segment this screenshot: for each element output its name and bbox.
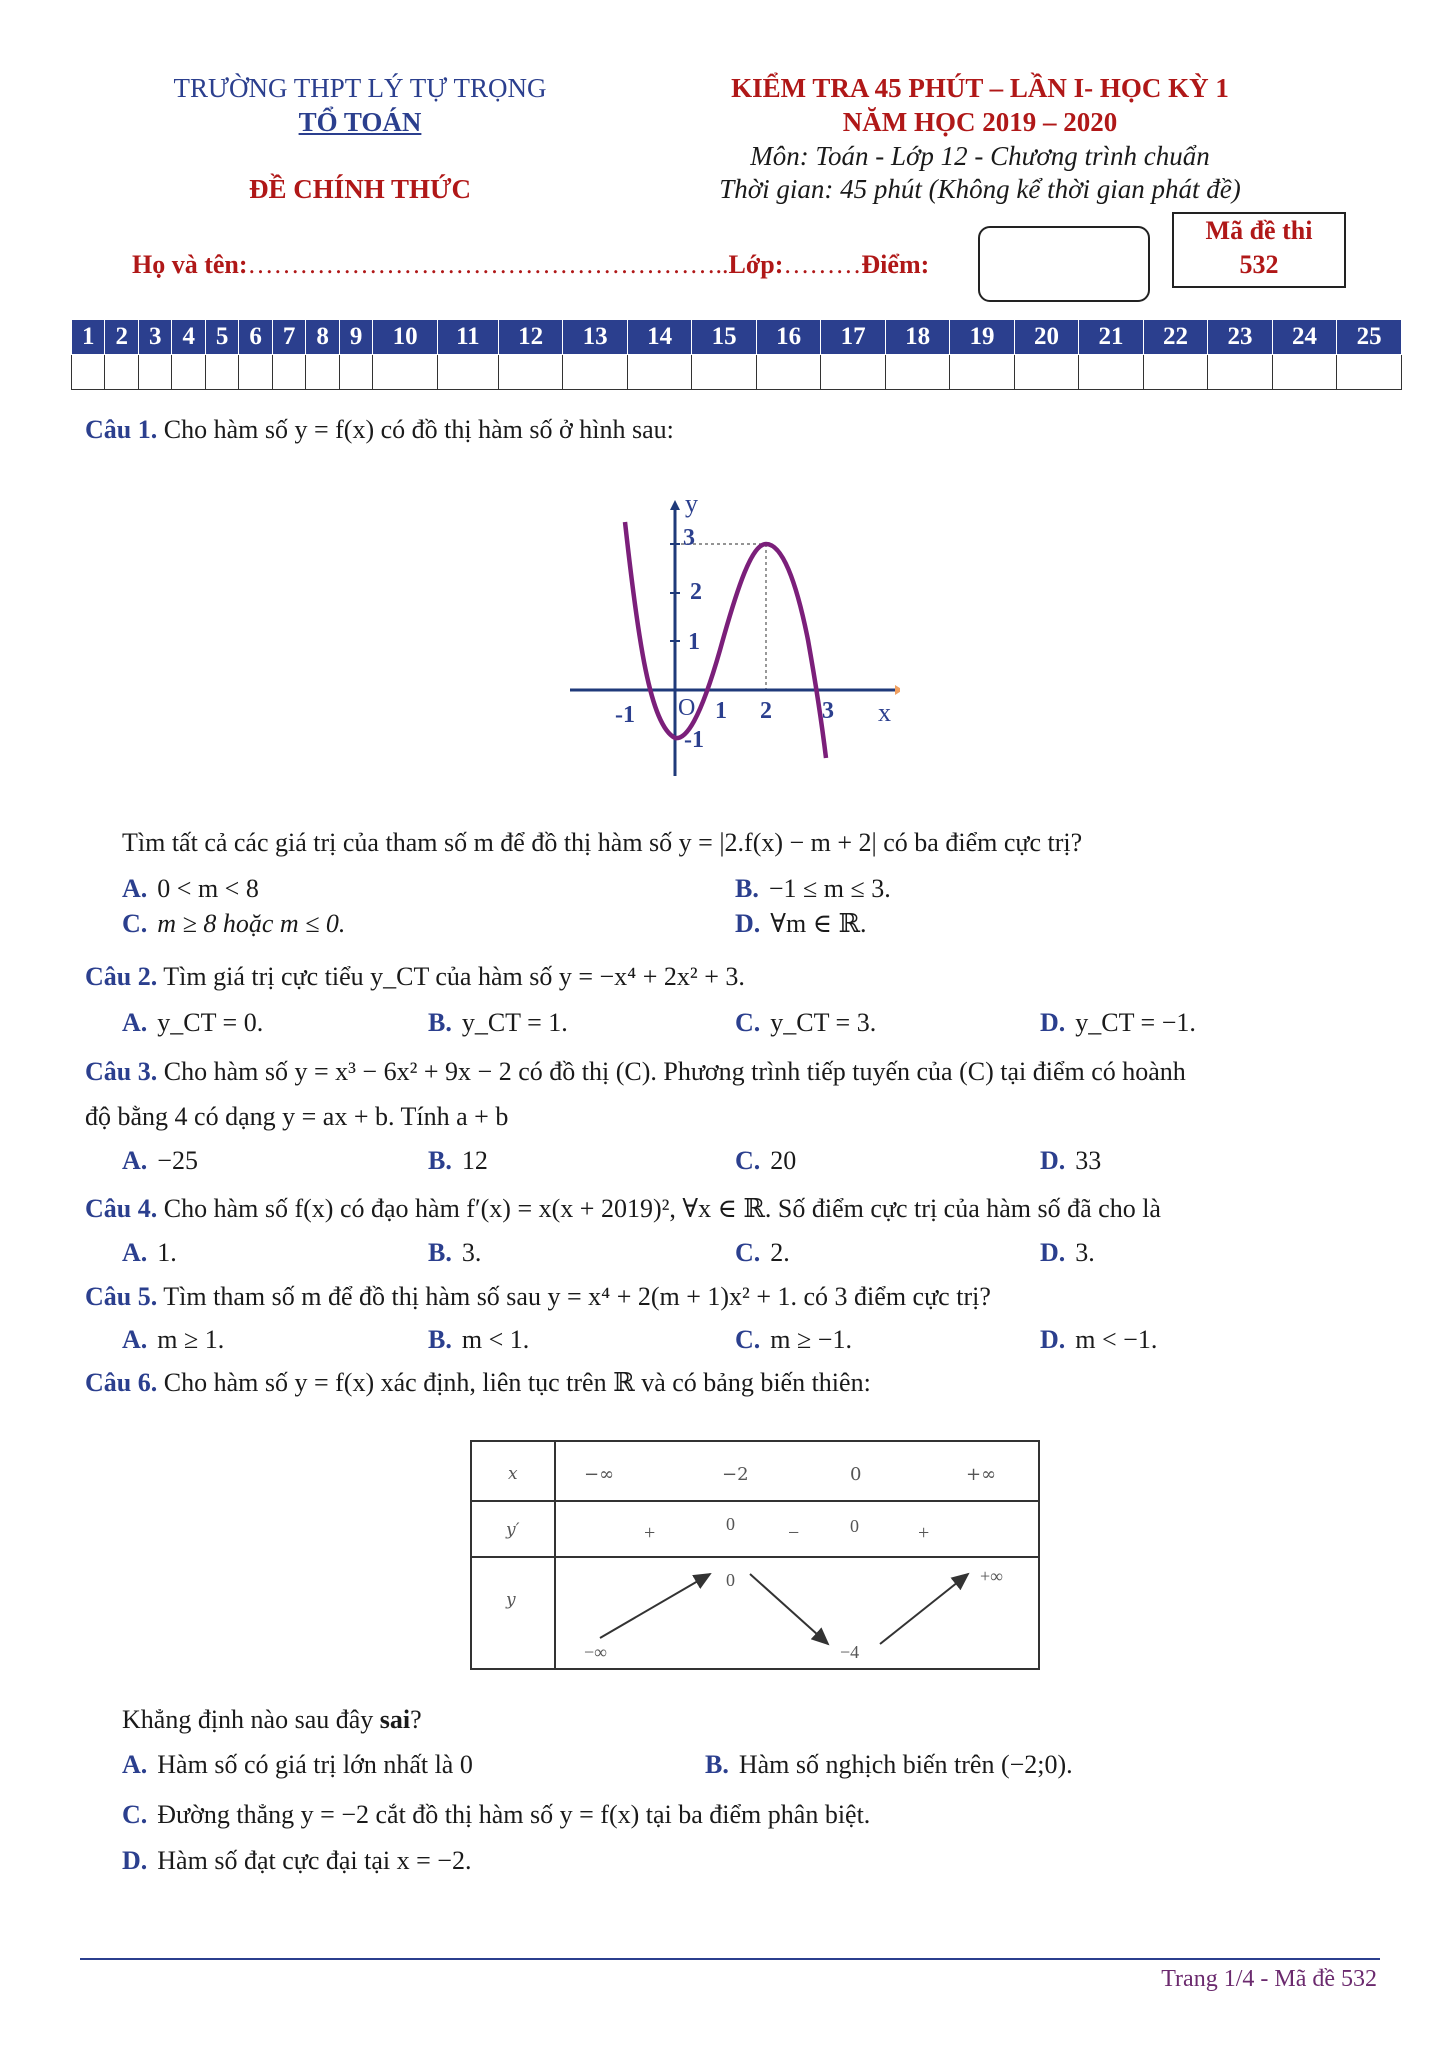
answer-number-9: 9 [339,320,372,355]
answer-number-4: 4 [172,320,205,355]
q5-option-a[interactable]: A. m ≥ 1. [122,1325,225,1354]
q1-option-a[interactable]: A. 0 < m < 8 [122,874,259,903]
answer-number-2: 2 [105,320,138,355]
answer-number-14: 14 [627,320,691,355]
arrow-increasing-1 [600,1574,710,1638]
q3-option-a[interactable]: A. −25 [122,1146,198,1175]
question-2-label: Câu 2. [85,962,158,991]
q4-option-b[interactable]: B. 3. [428,1238,482,1267]
exam-code-label: Mã đề thi [1205,216,1313,245]
q1-option-b[interactable]: B. −1 ≤ m ≤ 3. [735,874,891,903]
q1-option-d[interactable]: D. ∀m ∈ ℝ. [735,909,867,938]
student-info-line [132,250,929,280]
question-6-text: Cho hàm số y = f(x) xác định, liên tục trên ℝ và có bảng biến thiên: [163,1368,871,1397]
q5-option-d[interactable]: D. m < −1. [1040,1325,1158,1354]
y-tick-3: 3 [683,525,695,551]
y-axis-arrow [670,500,680,510]
answer-number-6: 6 [239,320,272,355]
class-label: Lớp: [728,250,784,279]
q6-option-d[interactable]: D. Hàm số đạt cực đại tại x = −2. [122,1846,472,1875]
question-5-label: Câu 5. [85,1282,158,1311]
q3-option-b[interactable]: B. 12 [428,1146,488,1175]
answer-number-23: 23 [1208,320,1272,355]
question-3-text-line2: độ bằng 4 có dạng y = ax + b. Tính a + b [85,1102,509,1131]
answer-number-19: 19 [950,320,1014,355]
answer-cell-12[interactable] [498,355,562,390]
answer-cell-9[interactable] [339,355,372,390]
question-2-text: Tìm giá trị cực tiểu y_CT của hàm số y = −x⁴ + 2x² + 3. [163,962,745,991]
question-5 [85,1280,991,1314]
answer-cell-16[interactable] [756,355,820,390]
answer-cell-19[interactable] [950,355,1014,390]
answer-grid [71,319,1402,390]
row-label-y: y [506,1590,516,1610]
question-2 [85,960,745,994]
page-footer: Trang 1/4 - Mã đề 532 [1161,1966,1377,1992]
question-5-text: Tìm tham số m để đồ thị hàm số sau y = x⁴ + 2(m + 1)x² + 1. có 3 điểm cực trị? [163,1282,991,1311]
question-4-text: Cho hàm số f(x) có đạo hàm f′(x) = x(x + 2019)², ∀x ∈ ℝ. Số điểm cực trị của hàm số đã cho là [163,1194,1161,1223]
question-1-prompt: Tìm tất cả các giá trị của tham số m để đồ thị hàm số y = |2.f(x) − m + 2| có ba điểm cực trị? [122,828,1083,857]
q4-option-c[interactable]: C. 2. [735,1238,790,1267]
name-field[interactable]: ……………………………………………….. [247,250,729,279]
variation-table [470,1440,1040,1670]
question-3-text: Cho hàm số y = x³ − 6x² + 9x − 2 có đồ thị (C). Phương trình tiếp tuyến của (C) tại điểm có hoành [163,1057,1186,1086]
x-val-0: 0 [850,1464,862,1485]
y-tick-minus-1: -1 [684,727,704,753]
dy-zero-2: 0 [850,1516,859,1536]
answer-cell-3[interactable] [138,355,171,390]
q2-option-b[interactable]: B. y_CT = 1. [428,1008,568,1037]
row-label-x: x [508,1464,518,1484]
x-val-neg-2: −2 [722,1464,749,1485]
q3-option-d[interactable]: D. 33 [1040,1146,1102,1175]
answer-number-12: 12 [498,320,562,355]
exam-code-box [1172,212,1346,288]
score-label: Điểm: [861,250,930,279]
y-tick-2: 2 [690,579,702,605]
q6-option-a[interactable]: A. Hàm số có giá trị lớn nhất là 0 [122,1750,473,1779]
q6-option-b[interactable]: B. Hàm số nghịch biến trên (−2;0). [705,1750,1073,1779]
name-label: Họ và tên: [132,250,248,279]
answer-cell-24[interactable] [1272,355,1336,390]
answer-number-1: 1 [72,320,105,355]
official-label: ĐỀ CHÍNH THỨC [248,174,472,204]
answer-cell-11[interactable] [437,355,498,390]
q1-option-c[interactable]: C. m ≥ 8 hoặc m ≤ 0. [122,909,346,938]
question-3-label: Câu 3. [85,1057,158,1086]
y-val-neg-inf: −∞ [584,1642,607,1662]
q5-option-b[interactable]: B. m < 1. [428,1325,530,1354]
y-tick-1: 1 [688,629,700,655]
question-4 [85,1192,1425,1226]
x-axis-label: x [878,698,891,727]
question-1 [85,413,674,447]
arrow-decreasing [750,1574,828,1644]
department-name: TỔ TOÁN [298,107,422,137]
y-axis-label: y [685,490,698,518]
answer-number-8: 8 [306,320,339,355]
answer-cell-2[interactable] [105,355,138,390]
q2-option-a[interactable]: A. y_CT = 0. [122,1008,264,1037]
answer-number-16: 16 [756,320,820,355]
y-val-pos-inf: +∞ [980,1566,1003,1586]
footer-rule [80,1958,1380,1960]
class-field[interactable]: ……… [783,250,862,279]
answer-cell-20[interactable] [1014,355,1078,390]
answer-number-3: 3 [138,320,171,355]
q6-option-c[interactable]: C. Đường thẳng y = −2 cắt đồ thị hàm số y = f(x) tại ba điểm phân biệt. [122,1800,871,1829]
question-1-graph [560,490,900,780]
x-tick-1: 1 [715,698,727,724]
question-1-label: Câu 1. [85,415,158,444]
school-name: TRƯỜNG THPT LÝ TỰ TRỌNG [173,73,547,103]
answer-cell-4[interactable] [172,355,205,390]
question-3 [85,1055,1415,1089]
question-6-prompt: Khẳng định nào sau đây sai? [122,1705,422,1734]
q5-option-c[interactable]: C. m ≥ −1. [735,1325,852,1354]
answer-number-15: 15 [692,320,756,355]
x-val-neg-inf: −∞ [584,1464,615,1485]
answer-cell-5[interactable] [205,355,238,390]
exam-code-value: 532 [1239,250,1279,279]
answer-cell-10[interactable] [373,355,437,390]
answer-number-25: 25 [1337,320,1402,355]
x-tick-2: 2 [760,698,772,724]
question-1-text: Cho hàm số y = f(x) có đồ thị hàm số ở hình sau: [163,415,674,444]
answer-cell-6[interactable] [239,355,272,390]
answer-number-10: 10 [373,320,437,355]
subject-line: Môn: Toán - Lớp 12 - Chương trình chuẩn [750,141,1210,171]
x-tick-minus-1: -1 [615,702,635,728]
answer-cell-13[interactable] [563,355,627,390]
answer-number-7: 7 [272,320,305,355]
dy-sign-minus: − [788,1522,800,1544]
question-6-label: Câu 6. [85,1368,158,1397]
answer-cell-23[interactable] [1208,355,1272,390]
answer-cell-15[interactable] [692,355,756,390]
answer-number-18: 18 [885,320,949,355]
answer-cell-17[interactable] [821,355,885,390]
exam-title: KIỂM TRA 45 PHÚT – LẦN I- HỌC KỲ 1 [731,73,1229,103]
q3-option-c[interactable]: C. 20 [735,1146,797,1175]
answer-number-5: 5 [205,320,238,355]
answer-number-11: 11 [437,320,498,355]
dy-sign-plus-2: + [918,1522,930,1544]
x-tick-3: 3 [822,698,834,724]
row-label-dy: y′ [506,1520,520,1540]
answer-cell-22[interactable] [1143,355,1207,390]
answer-number-24: 24 [1272,320,1336,355]
answer-number-21: 21 [1079,320,1143,355]
score-box[interactable] [978,226,1150,302]
x-val-pos-inf: +∞ [966,1464,997,1485]
answer-cell-14[interactable] [627,355,691,390]
q2-option-d[interactable]: D. y_CT = −1. [1040,1008,1196,1037]
origin-label: O [678,695,696,721]
answer-cell-1[interactable] [72,355,105,390]
answer-number-22: 22 [1143,320,1207,355]
q2-option-c[interactable]: C. y_CT = 3. [735,1008,877,1037]
answer-number-13: 13 [563,320,627,355]
q4-option-d[interactable]: D. 3. [1040,1238,1095,1267]
x-axis-arrow [895,685,900,695]
y-val-max: 0 [726,1570,735,1590]
school-year: NĂM HỌC 2019 – 2020 [842,107,1118,137]
question-4-label: Câu 4. [85,1194,158,1223]
answer-cell-8[interactable] [306,355,339,390]
arrow-increasing-2 [880,1574,968,1644]
y-val-min: −4 [840,1642,860,1662]
answer-cell-21[interactable] [1079,355,1143,390]
dy-sign-plus-1: + [644,1522,656,1544]
question-6 [85,1366,871,1400]
dy-zero-1: 0 [726,1514,735,1534]
variation-arrows [472,1558,1038,1668]
time-line: Thời gian: 45 phút (Không kể thời gian phát đề) [719,174,1241,204]
answer-cell-25[interactable] [1337,355,1402,390]
answer-number-20: 20 [1014,320,1078,355]
q4-option-a[interactable]: A. 1. [122,1238,177,1267]
answer-number-17: 17 [821,320,885,355]
answer-cell-7[interactable] [272,355,305,390]
answer-cell-18[interactable] [885,355,949,390]
